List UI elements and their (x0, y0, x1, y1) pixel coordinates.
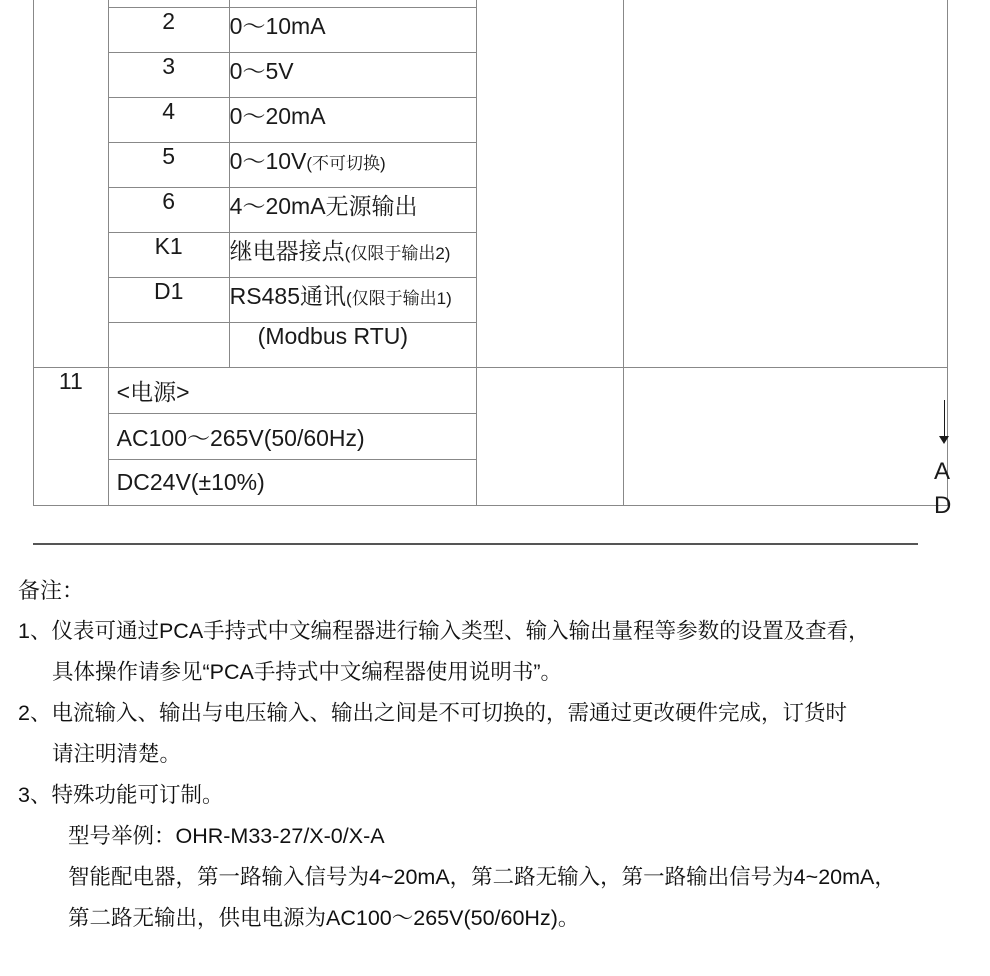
output-code-cell (108, 0, 476, 368)
output-code: 4 (109, 98, 230, 143)
power-supply-subtable (109, 368, 476, 505)
output-desc (229, 53, 476, 98)
table-row (109, 368, 476, 414)
note-1-number: 1、 (18, 619, 52, 643)
output-desc-note: (仅限于输出1) (345, 289, 452, 308)
specification-table (33, 0, 948, 506)
output-desc (229, 188, 476, 233)
output-desc (229, 233, 476, 278)
output-code: D1 (109, 278, 230, 323)
output-desc-note: (仅限于输出2) (344, 244, 451, 263)
arrow-down-icon (939, 436, 949, 444)
output-desc (229, 278, 476, 323)
note-3-line1: 特殊功能可订制。 (51, 783, 224, 807)
table-row-output-codes (34, 0, 948, 368)
notes-section (18, 570, 968, 939)
note-3-line3: 智能配电器，第一路输入信号为4~20mA，第二路无输入，第一路输出信号为4~20mA， (68, 865, 896, 889)
table-row-modbus (109, 323, 476, 368)
output-desc-text: 继电器接点 (229, 238, 345, 264)
notes-title: 备注： (18, 578, 85, 603)
output-desc (229, 8, 476, 53)
output-code: K1 (109, 233, 230, 278)
note-2-line1: 电流输入、输出与电压输入、输出之间是不可切换的，需通过更改硬件完成，订货时 (51, 701, 847, 725)
table-row (109, 98, 476, 143)
table-row-power-supply (34, 368, 948, 506)
output-desc-text: 0～20mA (229, 103, 326, 129)
note-1-line1: 仪表可通过PCA手持式中文编程器进行输入类型、输入输出量程等参数的设置及查看， (51, 619, 870, 643)
right-empty-cell (624, 0, 948, 368)
note-3-number: 3、 (18, 783, 52, 807)
table-row (109, 278, 476, 323)
power-supply-cell (108, 368, 476, 506)
output-desc (229, 98, 476, 143)
output-code-empty (109, 323, 230, 368)
note-item-1 (18, 611, 968, 693)
power-ac-option: AC100～265V(50/60Hz) (109, 414, 476, 460)
output-desc-text: 4～20mA无源输出 (229, 193, 418, 219)
note-2-number: 2、 (18, 701, 52, 725)
note-3-line4: 第二路无输出，供电电源为AC100～265V(50/60Hz)。 (68, 906, 580, 930)
output-desc-note: (不可切换) (306, 154, 386, 173)
table-row (109, 188, 476, 233)
table-row (109, 53, 476, 98)
table-row (109, 233, 476, 278)
note-item-2 (18, 693, 968, 775)
letter-a: A (934, 458, 951, 485)
output-desc-text: 0～10V (229, 148, 307, 174)
modbus-protocol-label: (Modbus RTU) (229, 323, 476, 368)
output-code: 3 (109, 53, 230, 98)
output-code: 6 (109, 188, 230, 233)
ad-letters (934, 455, 951, 523)
power-heading: <电源> (109, 368, 476, 414)
middle-empty-cell (477, 0, 624, 368)
right-empty-cell-power (624, 368, 948, 506)
note-2-line2: 请注明清楚。 (52, 742, 182, 766)
output-code: 5 (109, 143, 230, 188)
output-desc (229, 143, 476, 188)
table-row (109, 460, 476, 506)
note-1-line2: 具体操作请参见“PCA手持式中文编程器使用说明书”。 (52, 660, 563, 684)
row-index-cell (34, 0, 109, 368)
output-code (109, 0, 230, 8)
output-desc (229, 0, 476, 8)
table-row (109, 414, 476, 460)
table-row (109, 0, 476, 8)
output-code: 2 (109, 8, 230, 53)
letter-d: D (934, 492, 952, 519)
output-desc-text: RS485通讯 (229, 283, 346, 309)
power-row-index: 11 (34, 368, 109, 506)
output-code-subtable (109, 0, 476, 367)
note-item-3 (18, 775, 968, 939)
table-bottom-rule (33, 543, 918, 545)
table-row (109, 143, 476, 188)
power-dc-option: DC24V(±10%) (109, 460, 476, 506)
output-desc-text: 0～5V (229, 58, 294, 84)
output-desc-text: 0～10mA (229, 13, 326, 39)
note-3-model-example: 型号举例：OHR-M33-27/X-0/X-A (68, 824, 385, 848)
pointer-line-icon (944, 400, 945, 438)
table-row (109, 8, 476, 53)
middle-empty-cell-power (477, 368, 624, 506)
